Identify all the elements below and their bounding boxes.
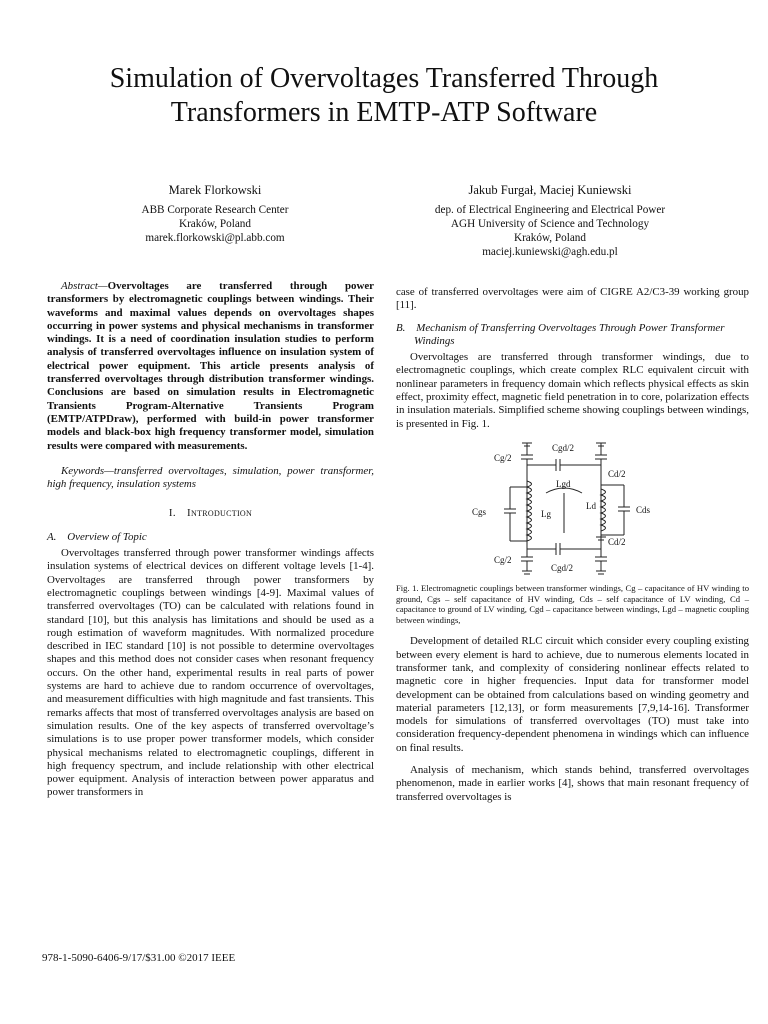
keywords: Keywords—transferred overvoltages, simulation, power transformer, high frequency, insulation systems: [47, 464, 374, 491]
label-ld: Ld: [586, 500, 596, 511]
copyright-footer: 978-1-5090-6406-9/17/$31.00 ©2017 IEEE: [42, 952, 236, 964]
author-email: marek.florkowski@pl.abb.com: [145, 232, 285, 244]
author-location: Kraków, Poland: [179, 218, 251, 230]
subsection-heading-b: B. Mechanism of Transferring Overvoltages Through Power Transformer Windings: [396, 321, 725, 347]
subsection-heading-a: A. Overview of Topic: [47, 530, 147, 543]
author-block-2: [400, 183, 700, 259]
author-name: Jakub Furgał, Maciej Kuniewski: [468, 183, 632, 197]
label-lgd: Lgd: [556, 478, 571, 489]
paragraph-analysis: Analysis of mechanism, which stands behind, transferred overvoltages phenomenon, made in earlier works [4], shows that main resonant frequency of transferred overvoltages is: [396, 764, 749, 803]
label-cd-bot: Cd/2: [608, 536, 626, 547]
label-cgd-bot: Cgd/2: [551, 562, 574, 573]
coupling-diagram: [396, 437, 749, 579]
section-heading-introduction: I. Introduction: [168, 507, 253, 520]
label-cd-top: Cd/2: [608, 468, 626, 479]
paragraph-mechanism: Overvoltages are transferred through transformer windings, due to electromagnetic couplings, which create complex RLC equivalent circuit with nonlinear parameters in frequency domain which reflects physical effects as skin effect, proximity effect, magnetic field penetration in to core, polarization effects in insulation materials. Simplified scheme showing couplings between windings, is presented in Fig. 1.: [396, 351, 749, 430]
label-cgs: Cgs: [472, 506, 487, 517]
label-cds: Cds: [636, 504, 651, 515]
right-column: [396, 286, 749, 804]
paper-title: Simulation of Overvoltages Transferred Through Transformers in EMTP-ATP Software: [109, 63, 659, 128]
label-cgd-top: Cgd/2: [552, 442, 575, 453]
paragraph-rlc: Development of detailed RLC circuit which consider every coupling existing between every element is hard to achieve, due to numerous elements located in transformer tank, and complexity of considering nonlinear effects related to magnetic core in higher frequencies. Input data for transformer model development can be obtained from calculations based on winding geometry and material parameters [12,13], or form measurements [7,9,14-16]. Transformer models for simulations of transferred overvoltages (TO) must take into consideration frequency-dependent phenomena in windings which can influence on final results.: [396, 635, 749, 754]
author-affiliation: AGH University of Science and Technology: [450, 218, 650, 230]
paragraph-overview: Overvoltages transferred through power transformer windings affects insulation systems of electrical devices on different voltage levels [1-4]. Overvoltages are transferred through power transformers by electromagnetic couplings between windings [4-9]. Maximal values of transferred overvoltages (TO) can be calculated with relations found in standard [10], but this analysis has limitations and should be used as a rough estimation of waveform magnitudes. With normalized procedure described in IEC standard [10] is not possible to determine overvoltages shapes and this method does not consider cases when resonant frequency occurs. On the other hand, experimental results in real parts of power systems are hard to achieve due to random occurrence of overvoltages, and measurement difficulties with high magnitude and fast transients. This remarks affects that most of transferred overvoltages analysis are based on simulation results. One of the key aspects of transferred overvoltage’s simulations is to use proper power transformer models, which consider physical mechanisms related to electromagnetic couplings, different in high frequency spectrum, and include relationship with other electrical power equipment. Analysis of interaction between power apparatus and power transformers in: [47, 547, 374, 799]
author-department: dep. of Electrical Engineering and Electrical Power: [434, 204, 666, 216]
abstract-text: Overvoltages are transferred through power transformers by electromagnetic couplings between windings. Their waveforms and maximal values depends on overvoltages shapes occurring in power systems and physical mechanisms in transformer windings. It is a need of coordination insulation studies to perform analysis of transferred overvoltages influence on insulation system of electrical power equipment. This article presents analysis of transferred overvoltages through distribution transformer windings. Conclusions are based on simulation results in Electromagnetic Transients Program-Alternative Transients Program (EMTP/ATPDraw), performed with build-in power transformer models and black-box high frequency transformer model, simulation results were compared with measurements.: [47, 280, 374, 452]
paragraph-continuation: case of transferred overvoltages were aim of CIGRE A2/C3-39 working group [11].: [396, 286, 749, 312]
left-column: [47, 280, 374, 800]
author-email: maciej.kuniewski@agh.edu.pl: [482, 246, 618, 258]
label-cg-bot: Cg/2: [494, 554, 512, 565]
author-block-1: [80, 183, 350, 245]
abstract: [47, 280, 374, 453]
label-cg-top: Cg/2: [494, 452, 512, 463]
author-location: Kraków, Poland: [514, 232, 586, 244]
figure-1: [396, 437, 749, 579]
author-affiliation: ABB Corporate Research Center: [141, 204, 289, 216]
author-name: Marek Florkowski: [168, 183, 262, 197]
figure-caption: Fig. 1. Electromagnetic couplings between transformer windings, Cg – capacitance of HV winding to ground, Cgs – self capacitance of HV winding, Cds – self capacitance of LV winding, Cd – capacitance to ground of LV winding, Cgd – capacitance between windings, Lgd – magnetic coupling between windings,: [396, 582, 749, 625]
label-lg: Lg: [541, 508, 551, 519]
abstract-label: Abstract—: [61, 280, 108, 292]
